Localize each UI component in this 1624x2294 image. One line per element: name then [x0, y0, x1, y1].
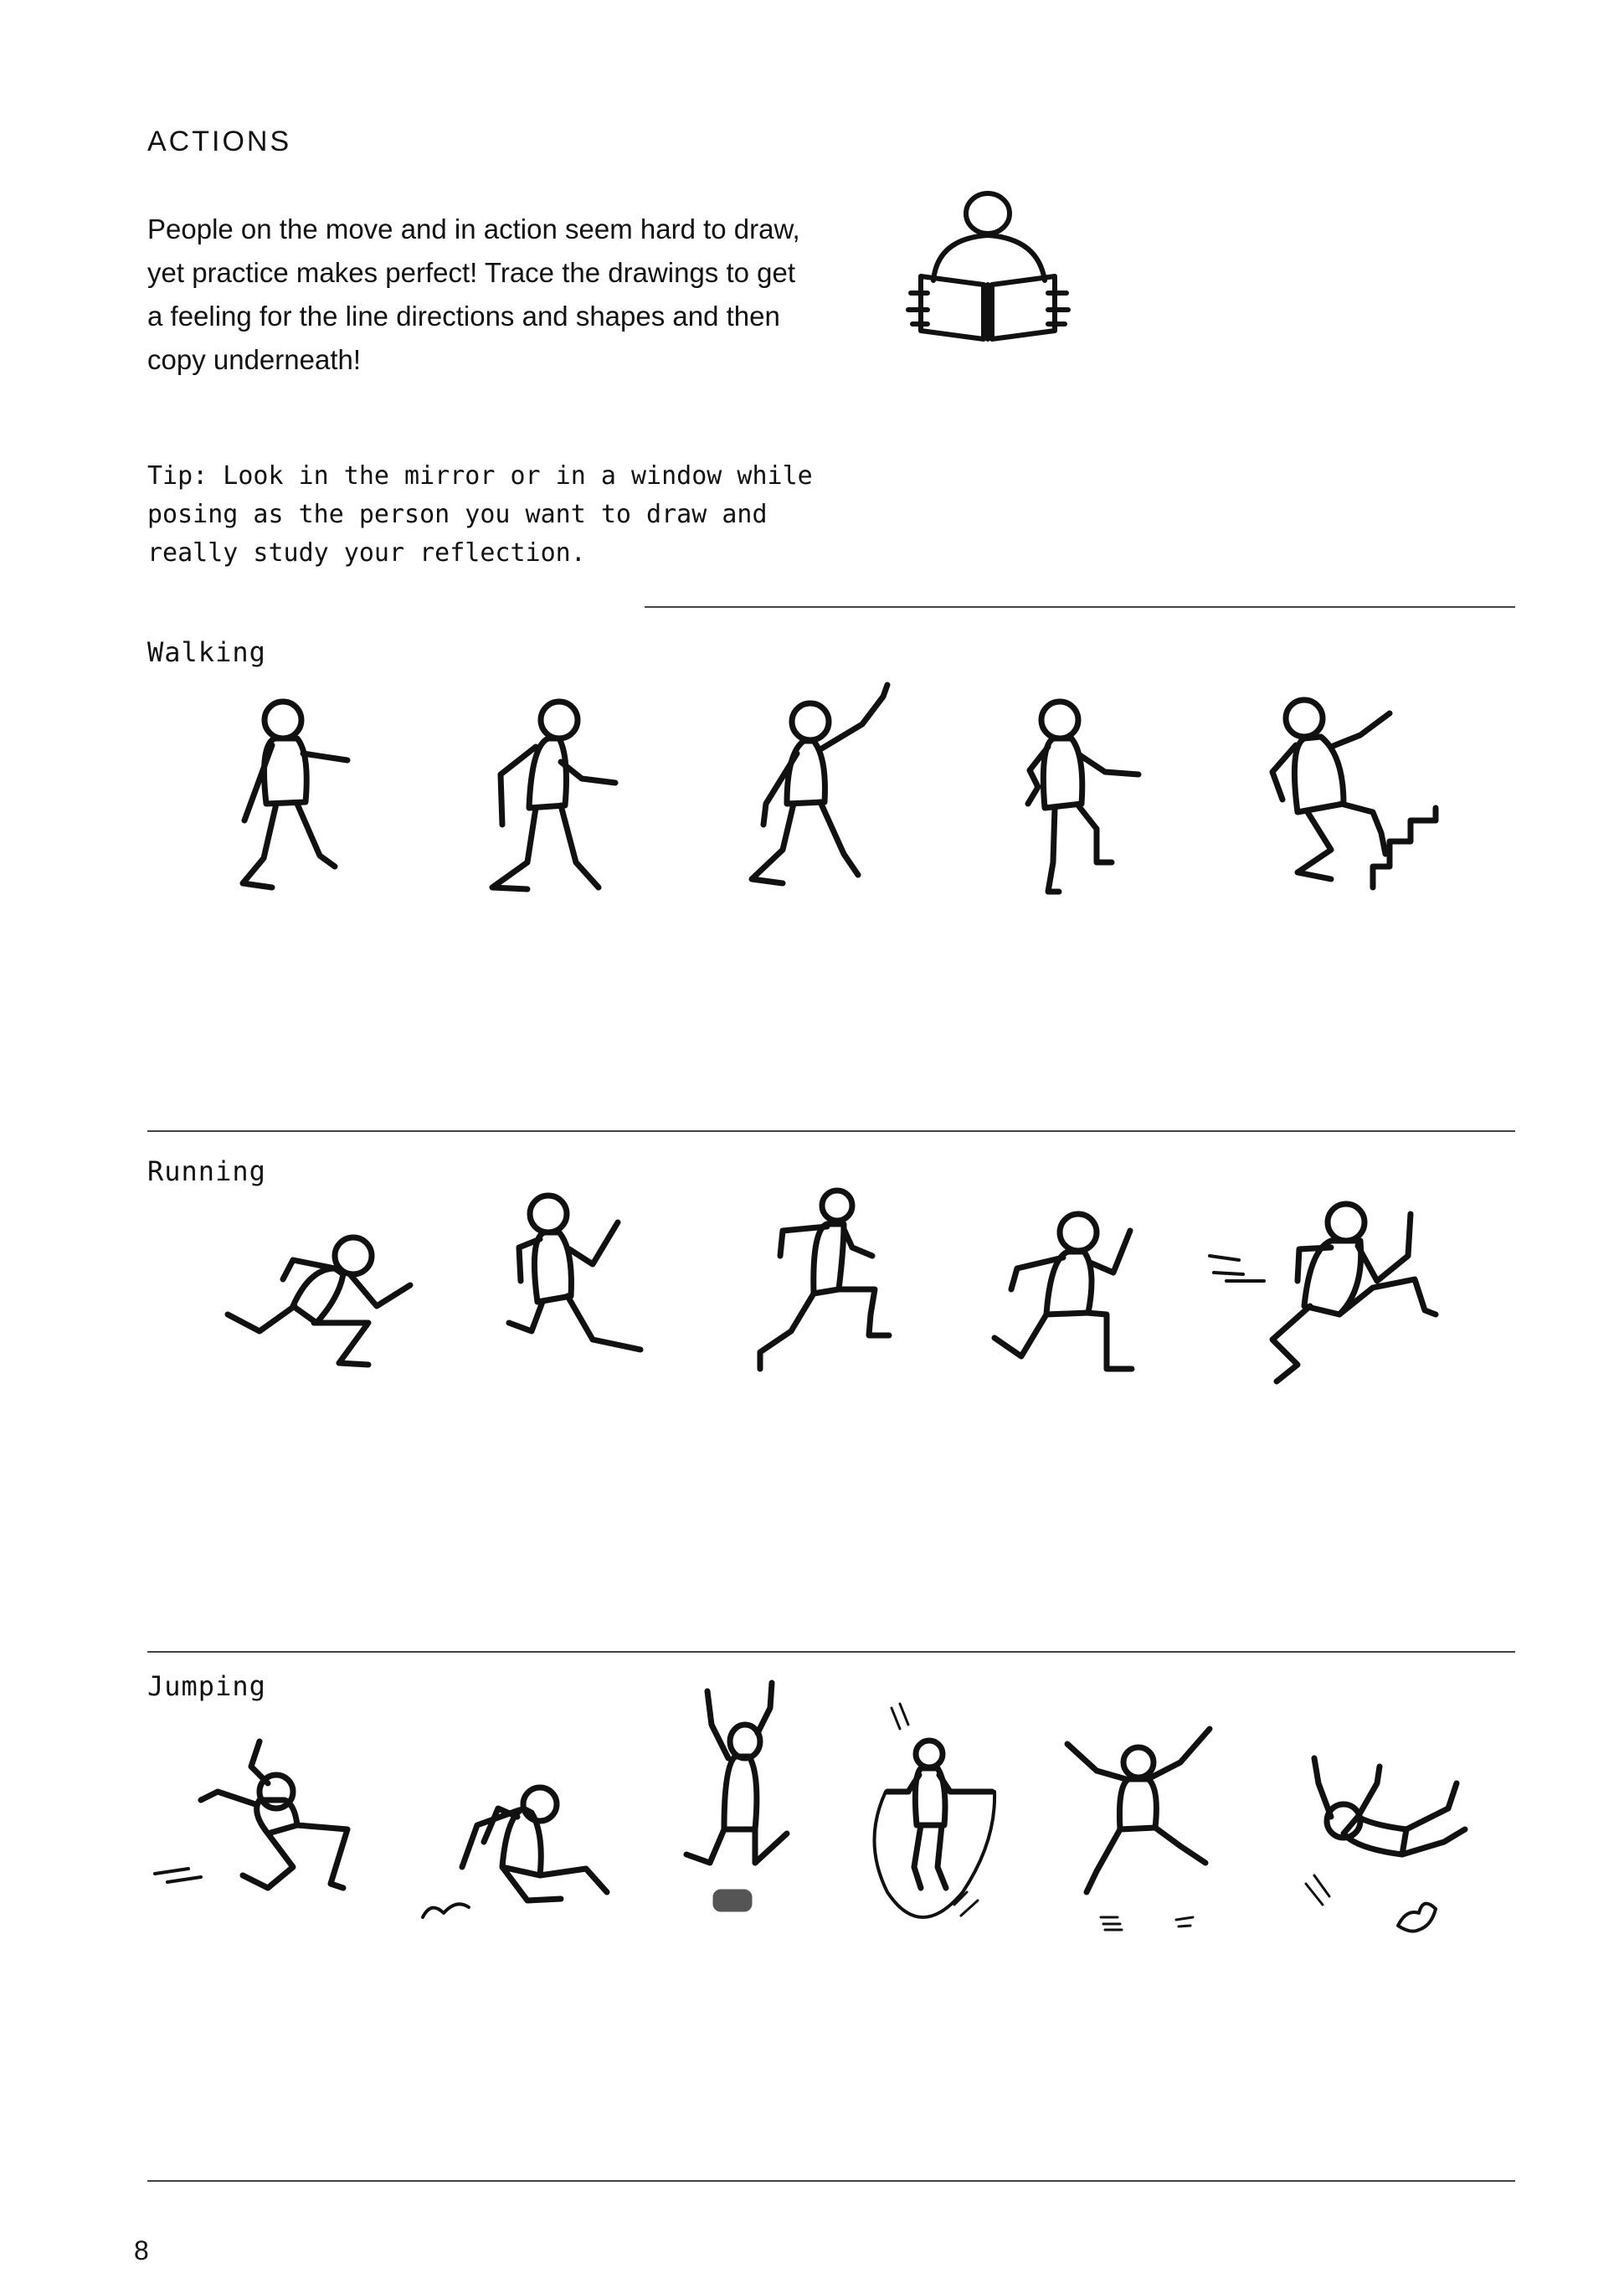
stick-figure-icon: [1281, 1750, 1490, 1951]
stick-figure-icon: [477, 695, 628, 896]
stick-figure-icon: [854, 1700, 1021, 1951]
stick-figure-icon: [419, 1775, 628, 1926]
divider: [147, 1651, 1515, 1653]
stick-figure-icon: [226, 695, 368, 896]
stick-figure-icon: [1055, 1729, 1222, 1947]
section-label-running: Running: [147, 1155, 266, 1187]
section-label-jumping: Jumping: [147, 1670, 266, 1702]
stick-figure-icon: [209, 1222, 419, 1373]
divider: [147, 2180, 1515, 2182]
divider: [645, 606, 1515, 608]
stick-figure-icon: [494, 1189, 661, 1373]
stick-figure-icon: [1205, 1189, 1457, 1390]
stick-figure-icon: [151, 1741, 385, 1926]
page-title: ACTIONS: [147, 126, 292, 157]
jumping-figures: [0, 1683, 1624, 1959]
intro-paragraph: People on the move and in action seem hard to draw, yet practice makes perfect! Trace the drawings to get a feeling for the line directions and shapes and then copy underneath!: [147, 213, 800, 375]
stick-figure-icon: [1264, 695, 1473, 896]
stick-figure-icon: [737, 678, 904, 896]
page-number: 8: [134, 2235, 149, 2266]
running-figures: [0, 1189, 1624, 1390]
stick-figure-icon: [1005, 695, 1155, 896]
stick-figure-icon: [745, 1180, 912, 1381]
section-label-walking: Walking: [147, 636, 266, 668]
stick-figure-icon: [678, 1683, 804, 1934]
tip-text: Tip: Look in the mirror or in a window while posing as the person you want to draw and really study your reflection.: [147, 461, 813, 568]
stick-figure-icon: [979, 1206, 1164, 1381]
divider: [147, 1130, 1515, 1132]
person-reading-book-icon: [887, 180, 1088, 356]
walking-figures: [0, 695, 1624, 904]
